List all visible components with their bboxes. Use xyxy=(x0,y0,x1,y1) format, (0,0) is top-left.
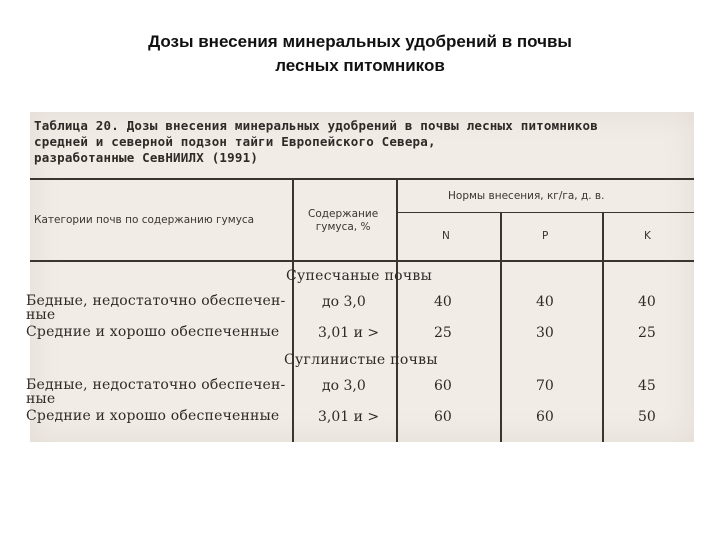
header-norms: Нормы внесения, кг/га, д. в. xyxy=(448,190,605,202)
cell-humus: 3,01 и > xyxy=(318,325,380,341)
slide-title-line-1: Дозы внесения минеральных удобрений в почвы xyxy=(148,32,572,51)
section-title-sandy: Супесчаные почвы xyxy=(286,268,433,284)
slide-title xyxy=(40,30,680,78)
header-p: P xyxy=(542,230,549,242)
cell-p: 40 xyxy=(536,294,554,310)
row-category xyxy=(26,325,279,339)
row-category xyxy=(26,409,279,423)
column-divider-k xyxy=(602,212,604,442)
cell-p: 60 xyxy=(536,409,554,425)
column-divider-n xyxy=(396,178,398,442)
table-caption xyxy=(34,118,688,166)
cell-humus: до 3,0 xyxy=(322,378,366,394)
scanned-table-image xyxy=(26,112,694,442)
cell-k: 40 xyxy=(638,294,656,310)
table-caption-line-2: средней и северной подзон тайги Европейского Севера, xyxy=(34,134,436,149)
cell-n: 25 xyxy=(434,325,452,341)
row-category-line-1: Бедные, недостаточно обеспечен- xyxy=(26,293,286,309)
header-humus-line-2: гумуса, % xyxy=(315,221,371,233)
cell-k: 25 xyxy=(638,325,656,341)
row-category-line-1: Средние и хорошо обеспеченные xyxy=(26,408,280,424)
cell-k: 50 xyxy=(638,409,656,425)
header-n: N xyxy=(442,230,450,242)
section-title-loamy: Суглинистые почвы xyxy=(284,352,438,368)
column-divider-humus xyxy=(292,178,294,442)
row-category-line-2: ные xyxy=(26,391,56,407)
cell-p: 70 xyxy=(536,378,554,394)
column-divider-p xyxy=(500,212,502,442)
row-category xyxy=(26,378,286,406)
row-category-line-2: ные xyxy=(26,307,56,323)
norms-underline-rule xyxy=(398,212,694,213)
table-caption-line-3: разработанные СевНИИЛХ (1991) xyxy=(34,150,259,165)
row-category-line-1: Средние и хорошо обеспеченные xyxy=(26,324,280,340)
header-k: K xyxy=(644,230,651,242)
cell-p: 30 xyxy=(536,325,554,341)
cell-n: 60 xyxy=(434,378,452,394)
table-caption-line-1: Таблица 20. Дозы внесения минеральных удобрений в почвы лесных питомников xyxy=(34,118,598,133)
header-category: Категории почв по содержанию гумуса xyxy=(34,214,255,226)
cell-humus: 3,01 и > xyxy=(318,409,380,425)
cell-k: 45 xyxy=(638,378,656,394)
row-category-line-1: Бедные, недостаточно обеспечен- xyxy=(26,377,286,393)
row-category xyxy=(26,294,286,322)
header-humus-line-1: Содержание xyxy=(308,208,379,220)
cell-n: 40 xyxy=(434,294,452,310)
header-humus xyxy=(308,208,378,234)
slide-title-line-2: лесных питомников xyxy=(275,56,445,75)
cell-n: 60 xyxy=(434,409,452,425)
table-top-rule xyxy=(30,178,694,180)
cell-humus: до 3,0 xyxy=(322,294,366,310)
header-bottom-rule xyxy=(30,260,694,262)
